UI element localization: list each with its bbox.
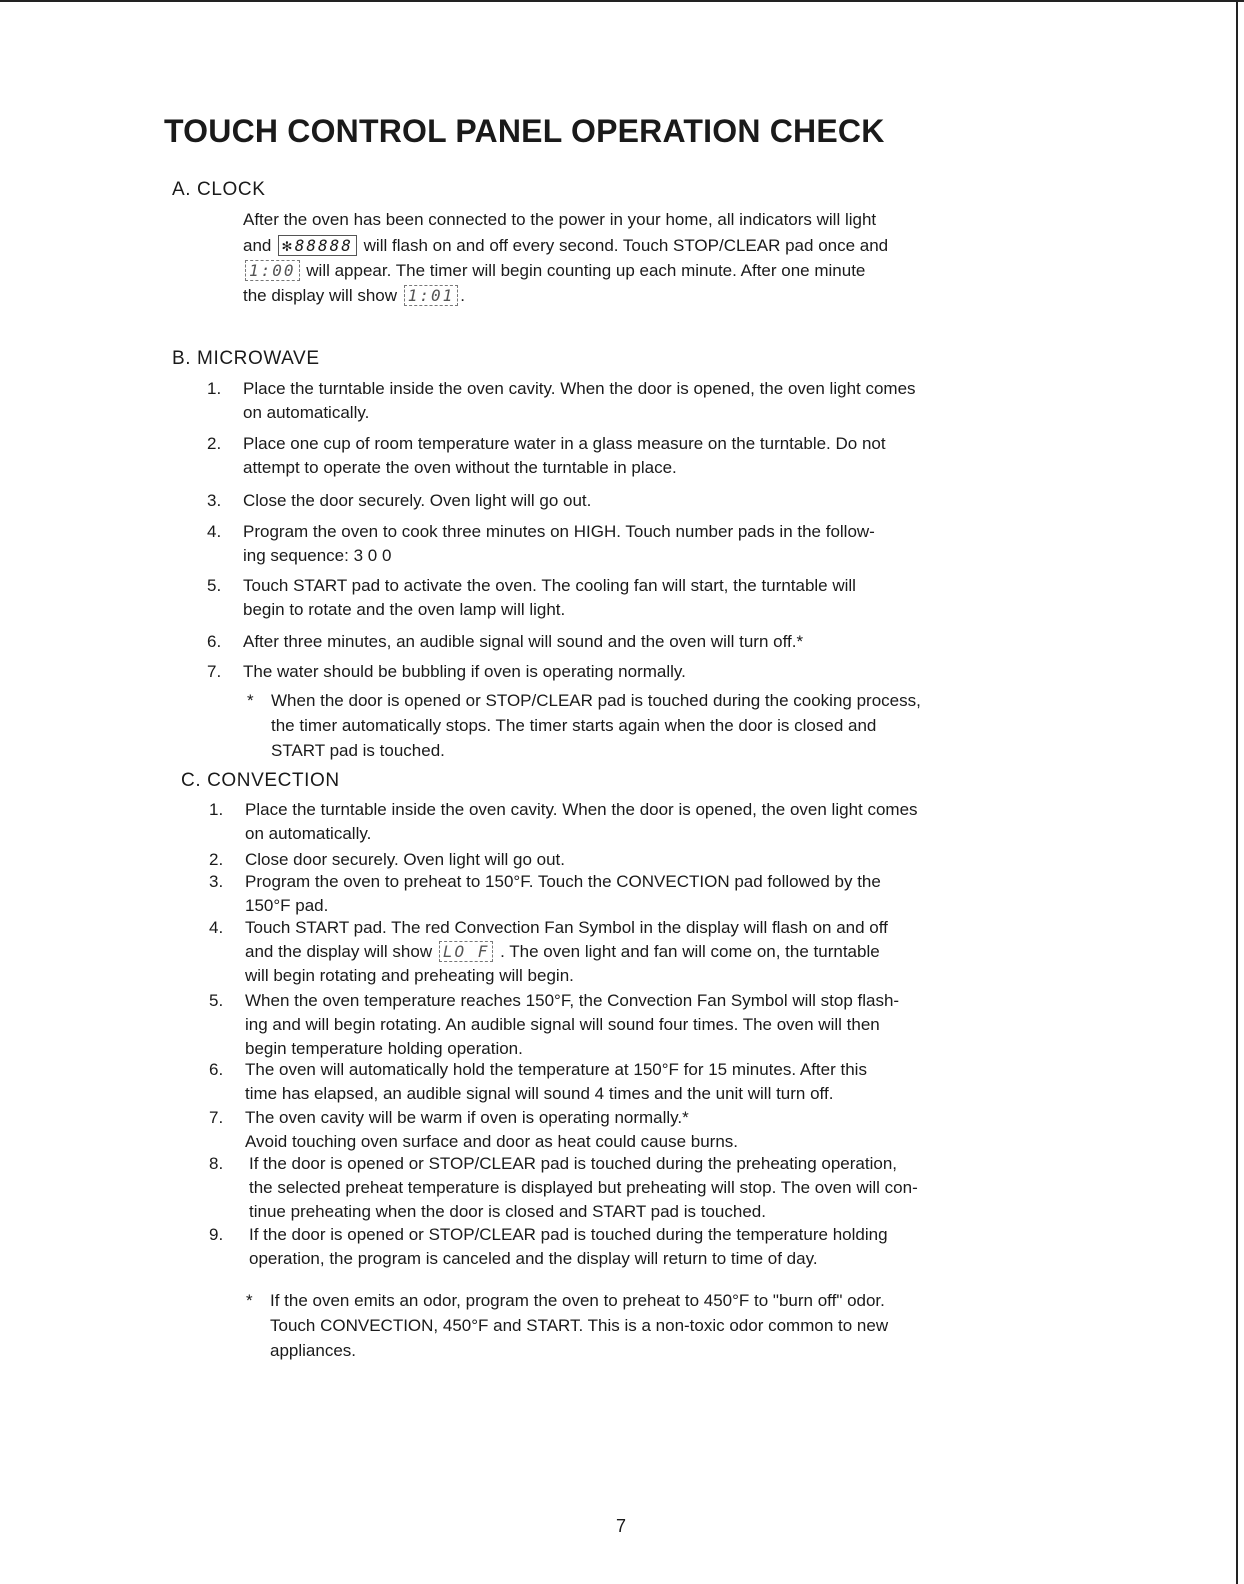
clock-line-2: and ✻88888 will flash on and off every second. Touch STOP/CLEAR pad once and xyxy=(243,236,889,255)
page-number: 7 xyxy=(616,1516,627,1536)
clock-display-1-00: 1:00 xyxy=(245,260,300,281)
clock-line-1: After the oven has been connected to the power in your home, all indicators will light xyxy=(243,210,877,229)
convection-fan-icon: ✻ xyxy=(282,236,294,255)
clock-line-4: the display will show 1:01 . xyxy=(243,286,466,305)
preheat-display-lo-f: LO F xyxy=(439,941,494,962)
top-border xyxy=(0,0,1244,2)
section-c-heading: C. CONVECTION xyxy=(181,770,340,791)
right-border xyxy=(1236,0,1238,1584)
all-segments-display: ✻88888 xyxy=(278,235,357,256)
page-title: TOUCH CONTROL PANEL OPERATION CHECK xyxy=(164,113,885,149)
section-a-heading: A. CLOCK xyxy=(172,179,266,200)
section-b-heading: B. MICROWAVE xyxy=(172,348,320,369)
clock-display-1-01: 1:01 xyxy=(404,285,459,306)
clock-line-3: 1:00 will appear. The timer will begin counting up each minute. After one minute xyxy=(243,258,865,283)
